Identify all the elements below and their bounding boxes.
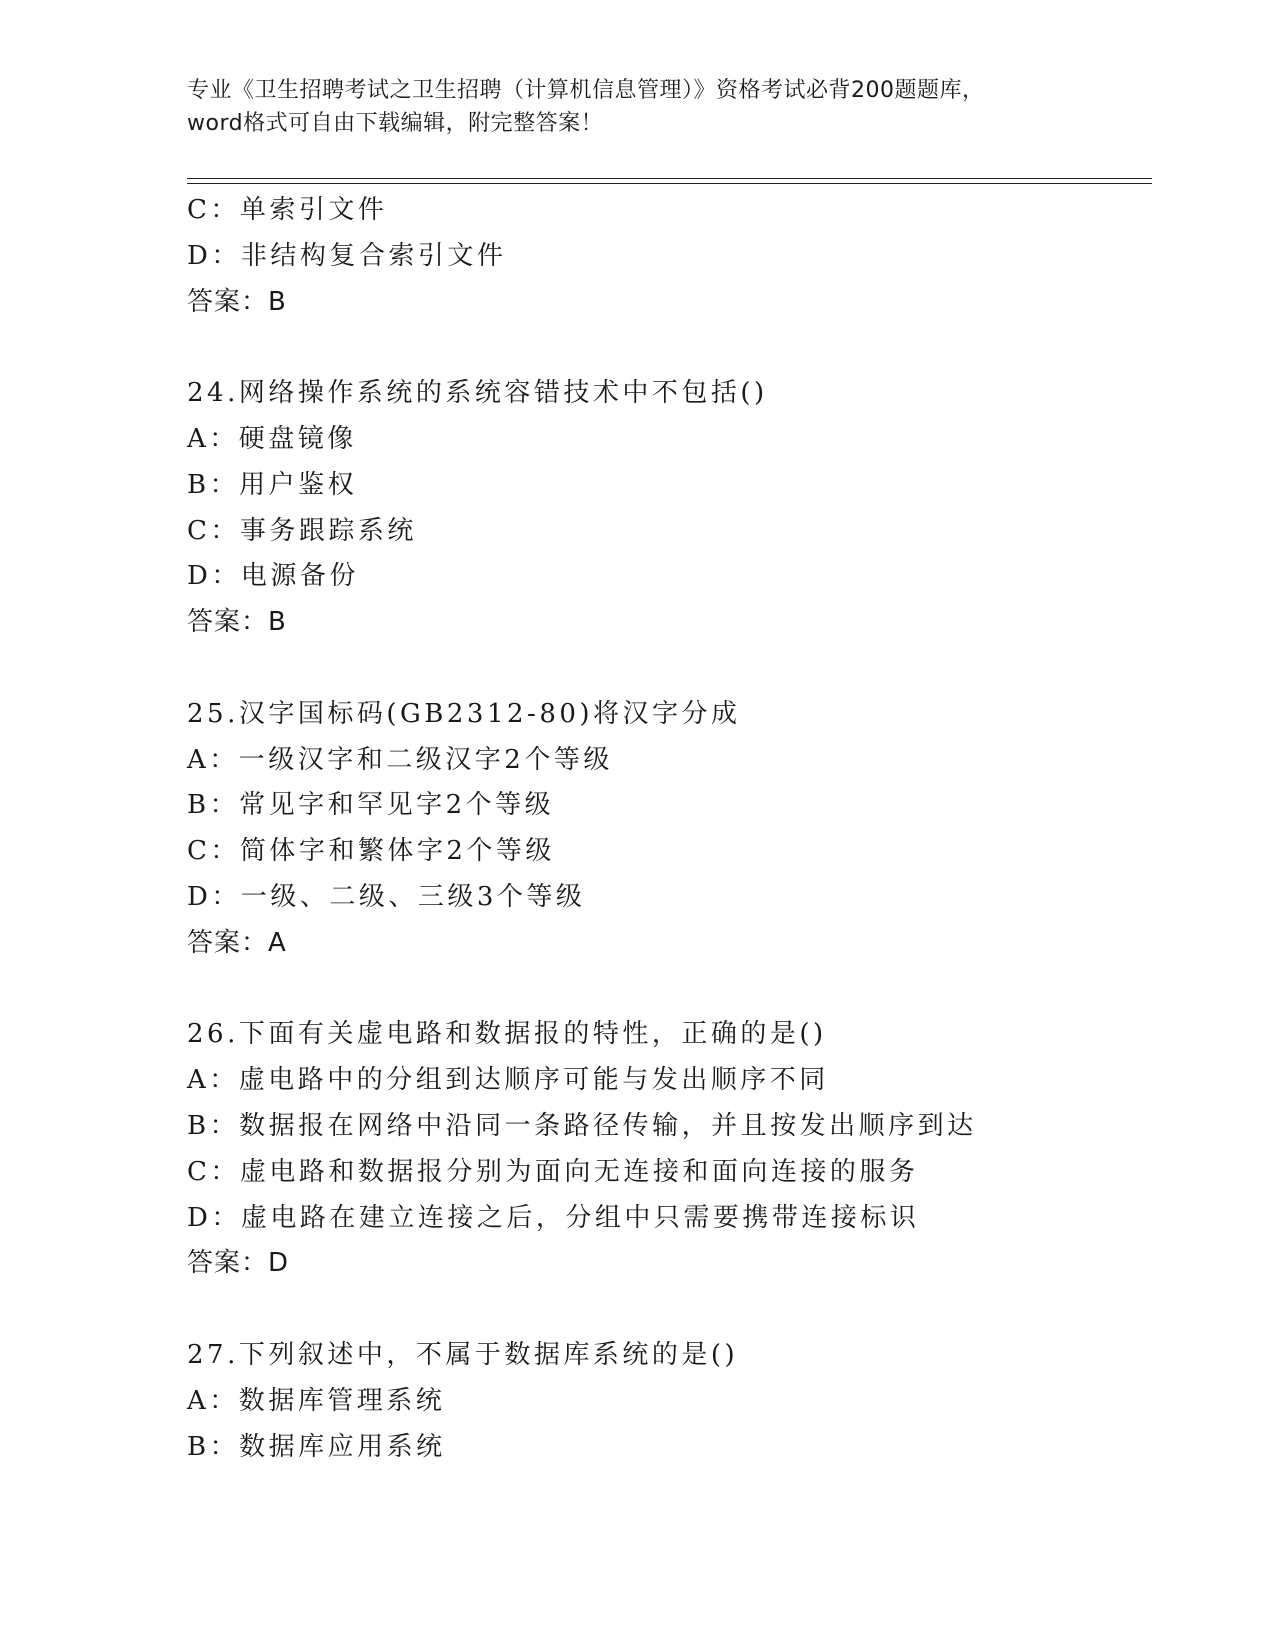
option-c: C：单索引文件	[187, 195, 388, 225]
option-d: D：电源备份	[187, 561, 359, 592]
option-a: A：硬盘镜像	[187, 423, 357, 454]
spacer	[187, 1287, 1187, 1333]
header-divider-top	[187, 178, 1152, 179]
spacer	[187, 325, 1187, 371]
answer: 答案：B	[187, 286, 287, 317]
header-divider-bottom	[187, 183, 1152, 184]
option-d: D：非结构复合索引文件	[187, 240, 507, 271]
question-list	[187, 188, 1187, 1470]
option-b: B：数据报在网络中沿同一条路径传输，并且按发出顺序到达	[187, 1110, 977, 1141]
question-27: 27.下列叙述中，不属于数据库系统的是()	[187, 1339, 739, 1370]
option-d: D：虚电路在建立连接之后，分组中只需要携带连接标识	[187, 1202, 920, 1233]
spacer	[187, 967, 1187, 1013]
option-b: B：常见字和罕见字2个等级	[187, 790, 555, 821]
header-line-1: 专业《卫生招聘考试之卫生招聘（计算机信息管理）》资格考试必背200题题库，	[187, 78, 985, 103]
question-24: 24.网络操作系统的系统容错技术中不包括()	[187, 378, 768, 409]
question-25: 25.汉字国标码(GB2312-80)将汉字分成	[187, 698, 741, 729]
option-c: C：虚电路和数据报分别为面向无连接和面向连接的服务	[187, 1156, 919, 1187]
spacer	[187, 646, 1187, 692]
option-a: A：数据库管理系统	[187, 1385, 446, 1416]
answer: 答案：A	[187, 927, 287, 958]
option-c: C：事务跟踪系统	[187, 515, 417, 546]
option-a: A：一级汉字和二级汉字2个等级	[187, 744, 613, 775]
answer: 答案：B	[187, 607, 287, 638]
option-c: C：简体字和繁体字2个等级	[187, 836, 555, 867]
option-d: D：一级、二级、三级3个等级	[187, 881, 586, 912]
document-header	[187, 74, 1087, 140]
option-b: B：用户鉴权	[187, 469, 358, 500]
header-line-2: word格式可自由下载编辑，附完整答案！	[187, 111, 604, 136]
option-a: A：虚电路中的分组到达顺序可能与发出顺序不同	[187, 1065, 829, 1096]
question-26: 26.下面有关虚电路和数据报的特性，正确的是()	[187, 1019, 827, 1050]
option-b: B：数据库应用系统	[187, 1431, 446, 1462]
answer: 答案：D	[187, 1248, 290, 1279]
